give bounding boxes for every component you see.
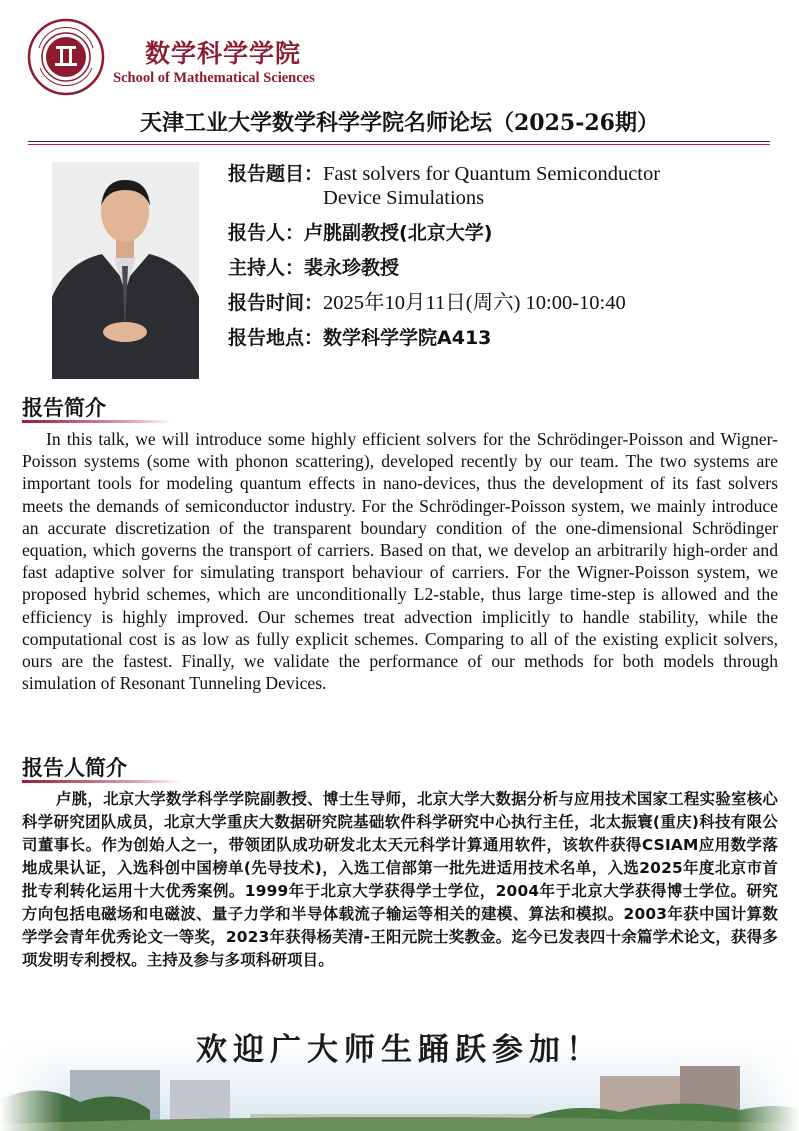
host-value: 裴永珍教授 bbox=[304, 257, 400, 279]
speaker-label: 报告人： bbox=[228, 222, 305, 244]
time-label: 报告时间： bbox=[228, 292, 324, 314]
place-row bbox=[228, 326, 723, 350]
speaker-value: 卢朓副教授(北京大学) bbox=[304, 222, 493, 244]
school-name-en: School of Mathematical Sciences bbox=[113, 70, 315, 86]
time-row bbox=[228, 291, 723, 315]
host-row bbox=[228, 256, 723, 280]
talk-title-value: Fast solvers for Quantum Semiconductor Device Simulations bbox=[323, 163, 661, 209]
abstract-text: In this talk, we will introduce some highly efficient solvers for the Schrödinger-Poisson and Wigner-Poisson systems (some with phonon scattering), developed recently by our team. The two systems are important tools for modeling quantum effects in nano-devices, thus the development of its fast solvers meets the demands of semiconductor industry. For the Schrödinger-Poisson system, we mainly introduce an accurate discretization of the transparent boundary condition of the one-dimensional Schrödinger equation, which governs the transport of carriers. Based on that, we develop an arbitrarily high-order and fast adaptive solver for simulating transport behaviour of carriers. For the Wigner-Poisson system, we proposed hybrid schemes, which are unconditionally L2-stable, thus large time-step is allowed and the efficiency is highly improved. Our schemes treat advection implicitly to handle stability, while the computational cost is as low as fully explicit schemes. Comparing to all of the existing explicit solvers, ours are the fastest. Finally, we validate the performance of our methods for both models through simulation of Resonant Tunneling Devices. bbox=[22, 429, 778, 694]
school-name-cn: 数学科学学院 bbox=[145, 39, 302, 68]
forum-title: 天津工业大学数学科学学院名师论坛（2025-26期） bbox=[140, 110, 659, 136]
title-divider bbox=[28, 141, 770, 145]
talk-info bbox=[228, 162, 723, 361]
place-label: 报告地点： bbox=[228, 327, 324, 349]
university-seal-logo bbox=[27, 18, 105, 96]
abstract-heading: 报告简介 bbox=[22, 396, 106, 420]
bio-heading: 报告人简介 bbox=[22, 756, 127, 780]
talk-title-label: 报告题目： bbox=[228, 163, 324, 185]
welcome-banner: 欢迎广大师生踊跃参加！ bbox=[196, 1032, 603, 1068]
talk-title-row bbox=[228, 162, 723, 210]
bio-text: 卢朓，北京大学数学科学学院副教授、博士生导师，北京大学大数据分析与应用技术国家工程实验室核心科学研究团队成员，北京大学重庆大数据研究院基础软件科学研究中心执行主任，北太振寰(重庆)科技有限公司董事长。作为创始人之一，带领团队成功研发北太天元科学计算通用软件，该软件获得CSIAM应用数学落地成果认证，入选科创中国榜单(先导技术)，入选工信部第一批先进适用技术名单，入选2025年度北京市首批专利转化运用十大优秀案例。1999年于北京大学获得学士学位，2004年于北京大学获得博士学位。研究方向包括电磁场和电磁波、量子力学和半导体载流子输运等相关的建模、算法和模拟。2003年获中国计算数学学会青年优秀论文一等奖，2023年获得杨芙清-王阳元院士奖教金。迄今已发表四十余篇学术论文，获得多项发明专利授权。主持及参与多项科研项目。 bbox=[22, 790, 778, 969]
host-label: 主持人： bbox=[228, 257, 305, 279]
bio-heading-underline bbox=[22, 780, 182, 783]
speaker-photo bbox=[52, 162, 199, 379]
place-value: 数学科学学院A413 bbox=[323, 327, 492, 349]
speaker-row bbox=[228, 221, 723, 245]
time-value: 2025年10月11日(周六) 10:00-10:40 bbox=[323, 292, 626, 314]
abstract-heading-underline bbox=[22, 420, 172, 423]
